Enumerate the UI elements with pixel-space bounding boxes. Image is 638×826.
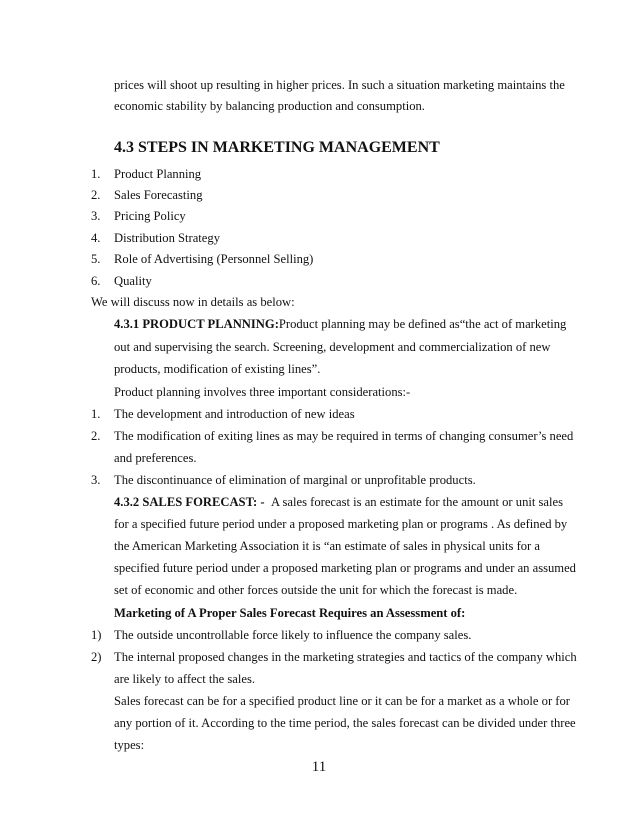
closing-line-1: Sales forecast can be for a specified product line or it can be for a market as a whole or for <box>114 694 570 708</box>
step-item: Product Planning <box>114 167 202 181</box>
sales-forecast-line-4: specified future period under a proposed marketing plan or programs and under an assumed <box>114 561 576 575</box>
step-number: 1. <box>91 167 101 181</box>
sales-forecast-subheading: Marketing of A Proper Sales Forecast Requires an Assessment of: <box>114 606 466 620</box>
sales-forecast-title: 4.3.2 SALES FORECAST: - <box>114 495 265 509</box>
step-number: 2. <box>91 188 101 202</box>
step-item: Role of Advertising (Personnel Selling) <box>114 252 314 266</box>
closing-line-2: any portion of it. According to the time period, the sales forecast can be divided under three <box>114 716 576 730</box>
step-item: Distribution Strategy <box>114 231 220 245</box>
sales-forecast-line-1 <box>114 494 563 510</box>
assessment-item: The internal proposed changes in the marketing strategies and tactics of the company which <box>114 650 577 664</box>
product-planning-text: Product planning may be defined as“the act of marketing <box>278 317 567 331</box>
consideration-item: The modification of exiting lines as may be required in terms of changing consumer’s need <box>114 429 574 443</box>
sales-forecast-text: A sales forecast is an estimate for the amount or unit sales <box>270 495 563 509</box>
product-planning-line-1 <box>114 316 567 332</box>
sales-forecast-line-3: the American Marketing Association it is “an estimate of sales in physical units for a <box>114 539 540 553</box>
assessment-number: 2) <box>91 650 102 664</box>
consideration-number: 2. <box>91 429 101 443</box>
section-heading: 4.3 STEPS IN MARKETING MANAGEMENT <box>114 139 440 156</box>
closing-line-3: types: <box>114 738 145 752</box>
assessment-item-continued: are likely to affect the sales. <box>114 672 256 686</box>
step-item: Quality <box>114 274 152 288</box>
intro-line-1: prices will shoot up resulting in higher prices. In such a situation marketing maintains the <box>114 78 565 92</box>
consideration-item-continued: and preferences. <box>114 451 197 465</box>
sales-forecast-line-5: set of economic and other forces outside the unit for which the forecast is made. <box>114 583 518 597</box>
consideration-item: The development and introduction of new ideas <box>114 407 355 421</box>
intro-line-2: economic stability by balancing production and consumption. <box>114 99 425 113</box>
step-item: Pricing Policy <box>114 209 186 223</box>
step-number: 6. <box>91 274 101 288</box>
discuss-line: We will discuss now in details as below: <box>91 295 295 309</box>
step-item: Sales Forecasting <box>114 188 203 202</box>
sales-forecast-line-2: for a specified future period under a proposed marketing plan or programs . As defined by <box>114 517 568 531</box>
assessment-number: 1) <box>91 628 102 642</box>
step-number: 3. <box>91 209 101 223</box>
consideration-item: The discontinuance of elimination of marginal or unprofitable products. <box>114 473 476 487</box>
page-number: 11 <box>311 759 327 775</box>
product-planning-line-3: products, modification of existing lines”. <box>114 362 321 376</box>
considerations-intro: Product planning involves three important considerations:- <box>114 385 411 399</box>
assessment-item: The outside uncontrollable force likely to influence the company sales. <box>114 628 472 642</box>
product-planning-title: 4.3.1 PRODUCT PLANNING: <box>114 317 279 331</box>
product-planning-line-2: out and supervising the search. Screening, development and commercialization of new <box>114 340 551 354</box>
consideration-number: 3. <box>91 473 101 487</box>
step-number: 4. <box>91 231 101 245</box>
step-number: 5. <box>91 252 101 266</box>
consideration-number: 1. <box>91 407 101 421</box>
